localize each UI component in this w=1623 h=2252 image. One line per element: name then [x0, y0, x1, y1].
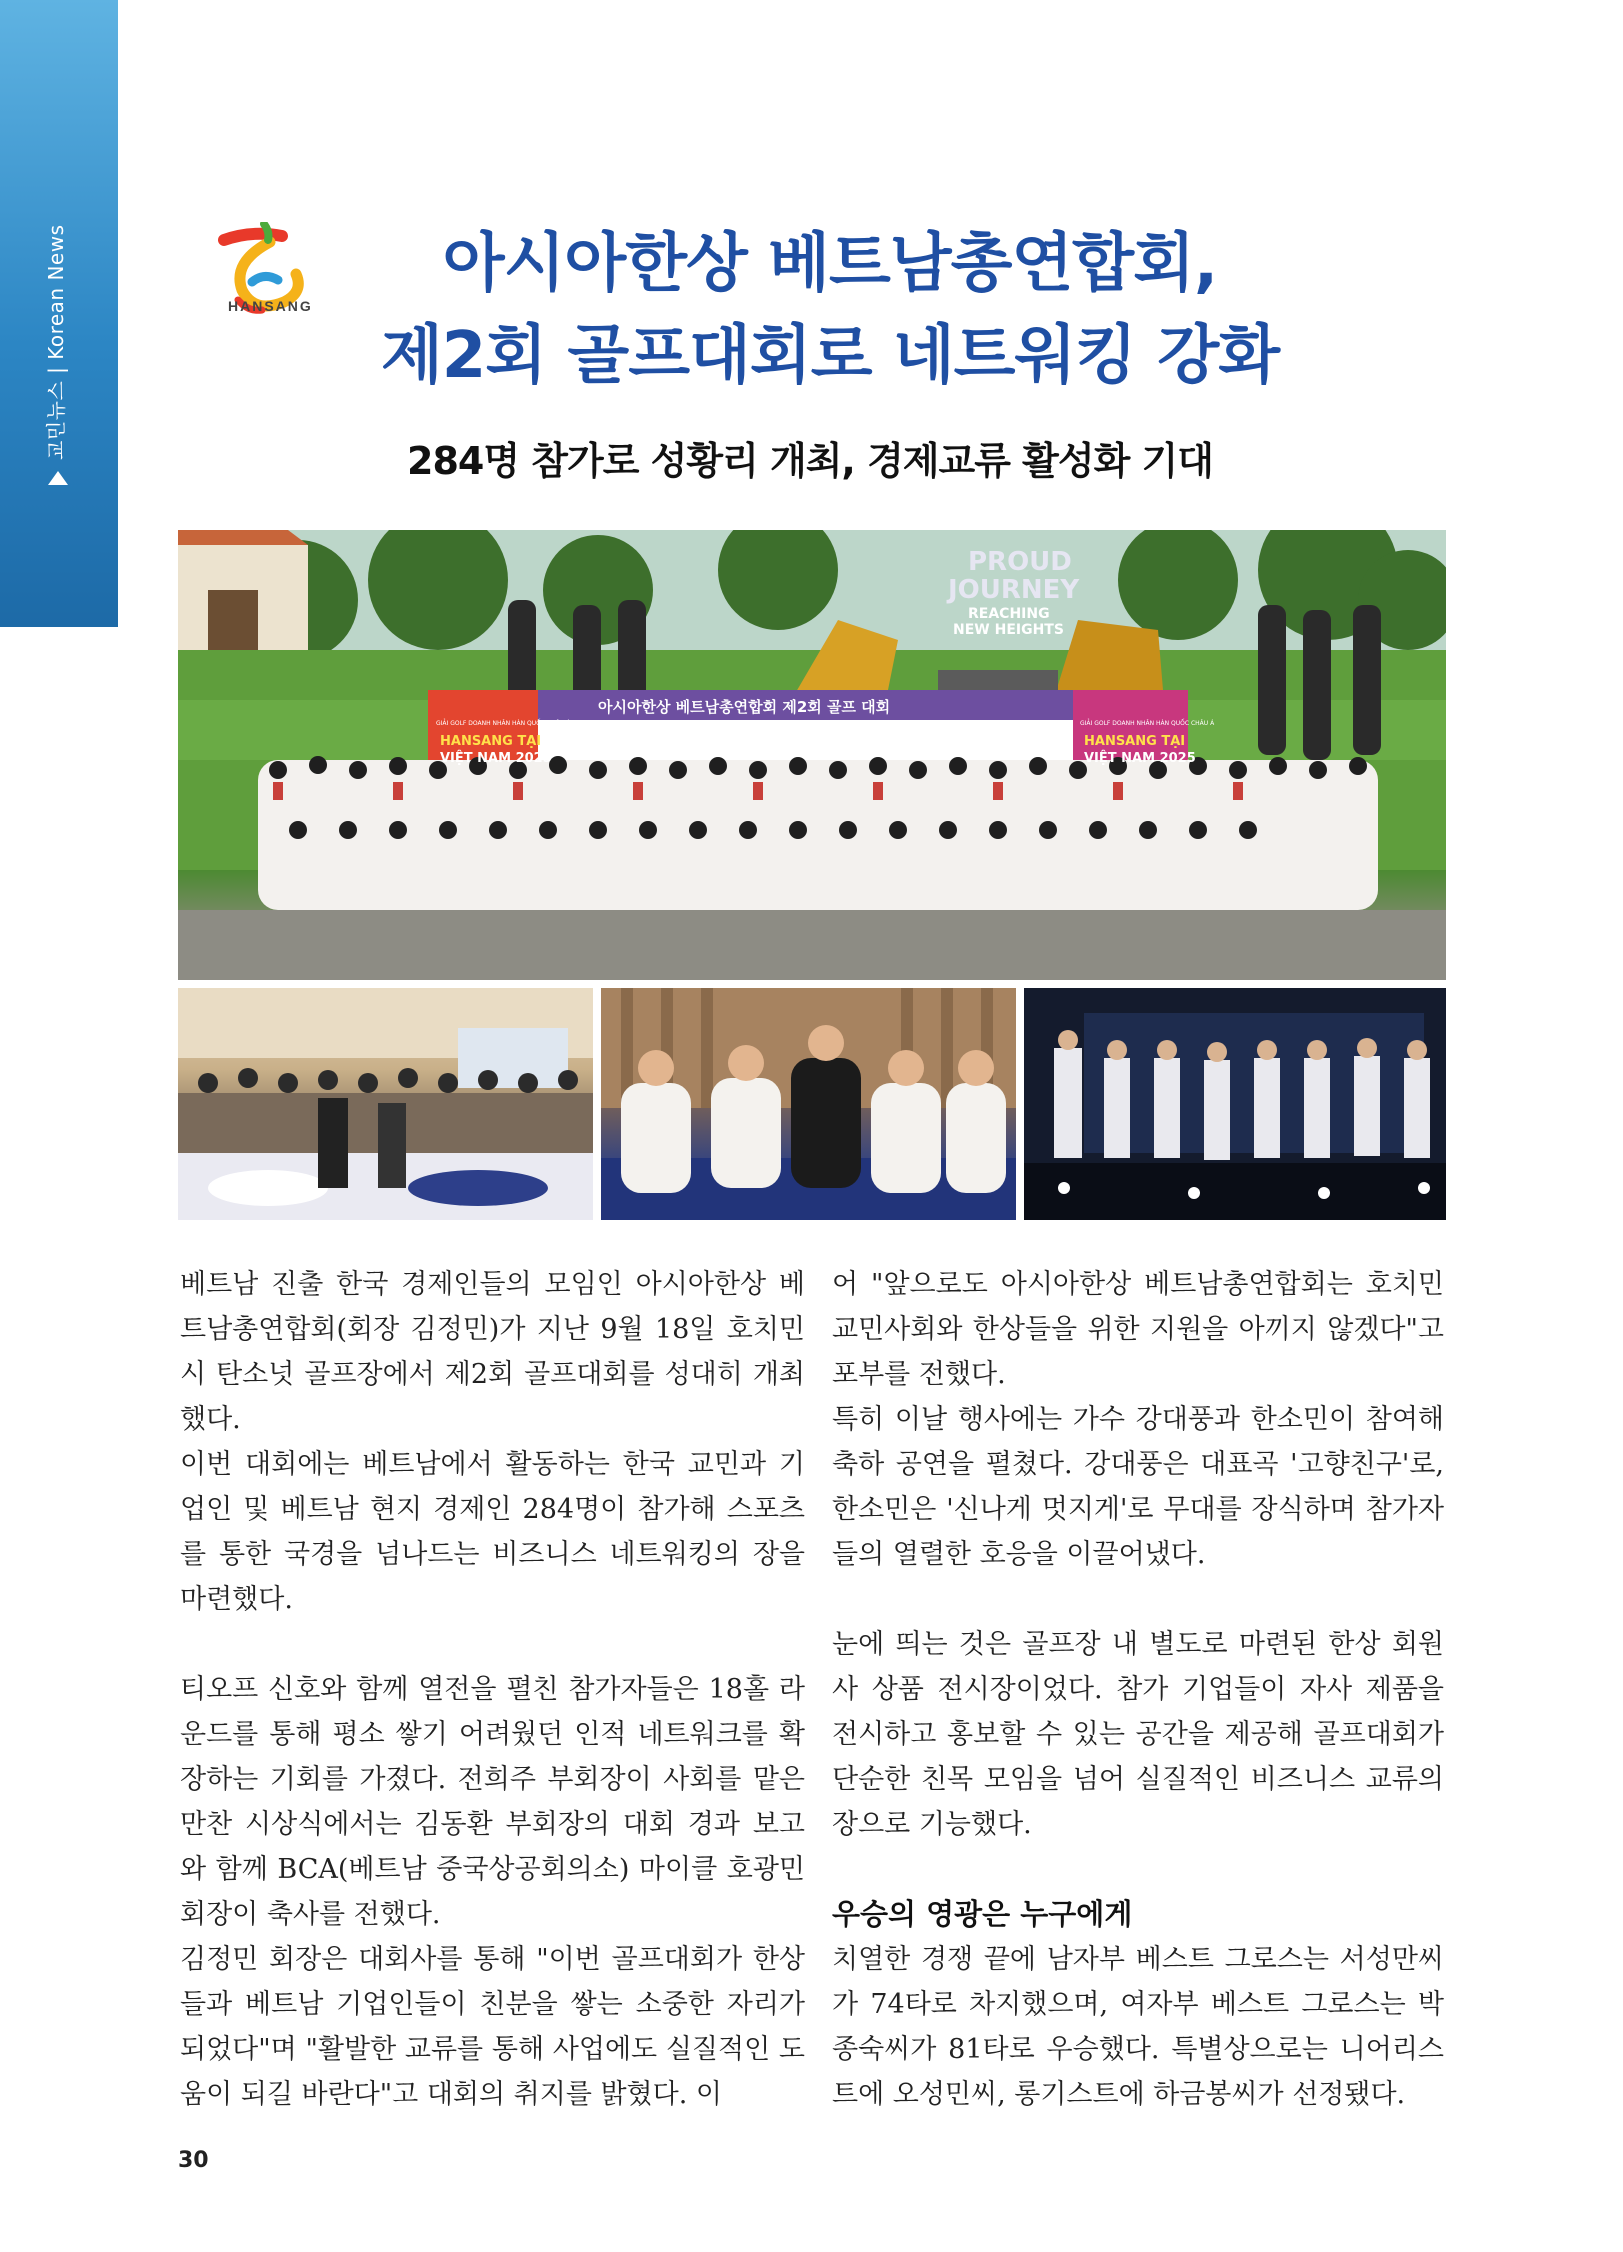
photo-dinner-table	[601, 988, 1016, 1220]
paragraph: 티오프 신호와 함께 열전을 펼친 참가자들은 18홀 라운드를 통해 평소 쌓기 어려웠던 인적 네트워크를 확장하는 기회를 가졌다. 전희주 부회장이 사회를 맡은 만찬 시상식에서는 김동환 부회장의 대회 경과 보고와 함께 BCA(베트남 중국상공회의소) 마이클 호광민 회장이 축사를 전했다.	[180, 1674, 805, 1930]
banner-right-small: GIẢI GOLF DOANH NHÂN HÀN QUỐC CHÂU Á	[1080, 720, 1215, 727]
sign-text-3: REACHING	[968, 606, 1050, 622]
banner-left-big-2: VIỆT NAM 2025	[440, 751, 552, 766]
paragraph: 눈에 띄는 것은 골프장 내 별도로 마련된 한상 회원사 상품 전시장이었다. 참가 기업들이 자사 제품을 전시하고 홍보할 수 있는 공간을 제공해 골프대회가 단순한 친목 모임을 넘어 실질적인 비즈니스 교류의 장으로 기능했다.	[832, 1629, 1444, 1840]
sign-text-2: JOURNEY	[948, 575, 1080, 605]
banner-left-big-1: HANSANG TẠI	[440, 734, 542, 749]
article-column-right	[832, 1262, 1444, 2117]
paragraph: 이번 대회에는 베트남에서 활동하는 한국 교민과 기업인 및 베트남 현지 경제인 284명이 참가해 스포츠를 통한 국경을 넘나드는 비즈니스 네트워킹의 장을 마련했다.	[180, 1449, 805, 1615]
paragraph: 베트남 진출 한국 경제인들의 모임인 아시아한상 베트남총연합회(회장 김정민)가 지난 9월 18일 호치민시 탄소넛 골프장에서 제2회 골프대회를 성대히 개최했다.	[180, 1269, 805, 1435]
section-tab-label: 교민뉴스 | Korean News	[40, 224, 69, 488]
headline	[330, 218, 1330, 402]
headline-line-2: 제2회 골프대회로 네트워킹 강화	[380, 319, 1280, 393]
photo-golf-group	[178, 530, 1446, 980]
photo-banquet-hall	[178, 988, 593, 1220]
photo-golf-group-scene	[178, 530, 1446, 980]
headline-line-1: 아시아한상 베트남총연합회,	[442, 227, 1218, 301]
logo-text: HANSANG	[228, 298, 313, 314]
subheadline: 284명 참가로 성황리 개최, 경제교류 활성화 기대	[407, 439, 1213, 483]
photo-banquet-hall-scene	[178, 988, 593, 1220]
banner-left-small: GIẢI GOLF DOANH NHÂN HÀN QUỐC CHÂU Á	[436, 720, 571, 727]
page-number: 30	[178, 2148, 209, 2173]
paragraph: 치열한 경쟁 끝에 남자부 베스트 그로스는 서성만씨가 74타로 차지했으며, 여자부 베스트 그로스는 박종숙씨가 81타로 우승했다. 특별상으로는 니어리스트에 오성민씨, 롱기스트에 하금봉씨가 선정됐다.	[832, 1944, 1444, 2110]
paragraph: 김정민 회장은 대회사를 통해 "이번 골프대회가 한상들과 베트남 기업인들이 친분을 쌓는 소중한 자리가 되었다"며 "활발한 교류를 통해 사업에도 실질적인 도움이 되길 바란다"고 대회의 취지를 밝혔다. 이	[180, 1944, 805, 2110]
banner-right-big-1: HANSANG TẠI	[1084, 734, 1186, 749]
photo-award-stage	[1024, 988, 1446, 1220]
sign-text-4: NEW HEIGHTS	[953, 622, 1064, 638]
paragraph: 어 "앞으로도 아시아한상 베트남총연합회는 호치민 교민사회와 한상들을 위한 지원을 아끼지 않겠다"고 포부를 전했다.	[832, 1269, 1444, 1390]
article-column-left	[180, 1262, 805, 2117]
paragraph: 특히 이날 행사에는 가수 강대풍과 한소민이 참여해 축하 공연을 펼쳤다. 강대풍은 대표곡 '고향친구'로, 한소민은 '신나게 멋지게'로 무대를 장식하며 참가자들의 열렬한 호응을 이끌어냈다.	[832, 1404, 1444, 1570]
banner-center-text: 아시아한상 베트남총연합회 제2회 골프 대회	[598, 698, 891, 716]
triangle-icon	[48, 471, 68, 485]
sign-text-1: PROUD	[968, 547, 1072, 577]
banner-right-big-2: VIỆT NAM 2025	[1084, 751, 1196, 766]
section-heading: 우승의 영광은 누구에게	[832, 1897, 1133, 1931]
photo-dinner-table-scene	[601, 988, 1016, 1220]
photo-award-stage-scene	[1024, 988, 1446, 1220]
